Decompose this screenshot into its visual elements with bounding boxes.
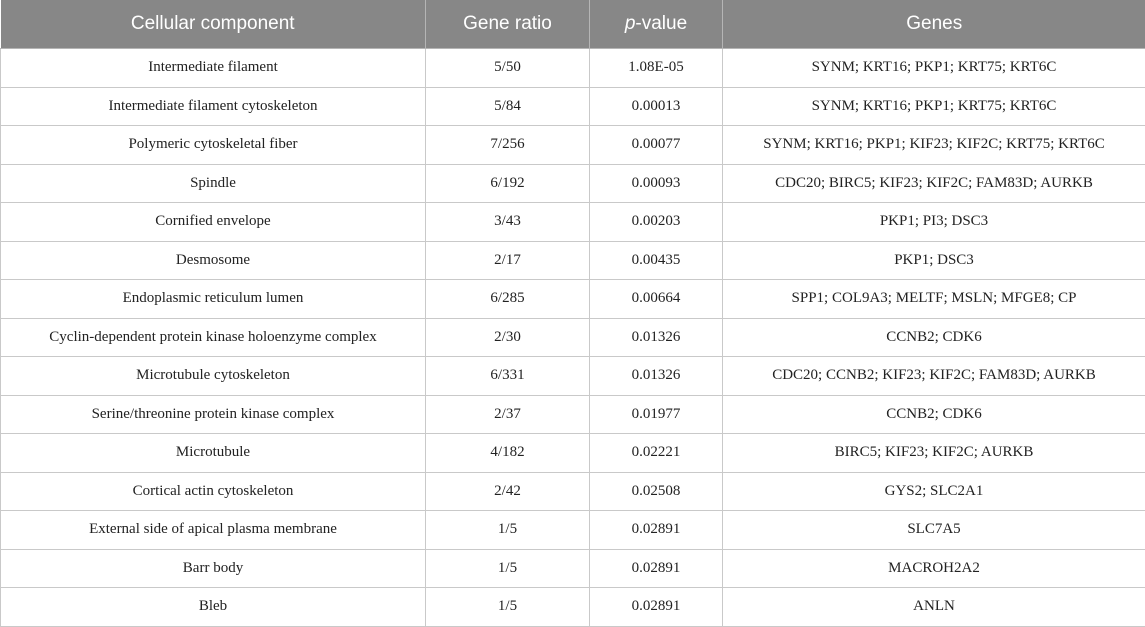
cell-genes: ANLN [723, 588, 1145, 627]
table-row [1, 87, 1145, 126]
cell-cellular-component: Desmosome [1, 241, 426, 280]
table-row [1, 472, 1145, 511]
cell-p-value: 0.00664 [590, 280, 723, 319]
cell-p-value: 1.08E-05 [590, 49, 723, 88]
cell-gene-ratio: 2/30 [426, 318, 590, 357]
cell-genes: CDC20; BIRC5; KIF23; KIF2C; FAM83D; AURKB [723, 164, 1145, 203]
table-row [1, 395, 1145, 434]
cell-gene-ratio: 2/17 [426, 241, 590, 280]
cell-cellular-component: Microtubule [1, 434, 426, 473]
cell-p-value: 0.00203 [590, 203, 723, 242]
cell-gene-ratio: 1/5 [426, 588, 590, 627]
cell-gene-ratio: 4/182 [426, 434, 590, 473]
cell-p-value: 0.02891 [590, 588, 723, 627]
table-row [1, 318, 1145, 357]
cell-cellular-component: Spindle [1, 164, 426, 203]
cell-cellular-component: Microtubule cytoskeleton [1, 357, 426, 396]
header-genes: Genes [723, 0, 1145, 49]
cell-gene-ratio: 2/37 [426, 395, 590, 434]
cell-p-value: 0.00013 [590, 87, 723, 126]
header-row [1, 0, 1145, 49]
header-p-suffix: -value [635, 13, 687, 34]
table-row [1, 241, 1145, 280]
cell-p-value: 0.02221 [590, 434, 723, 473]
cell-gene-ratio: 1/5 [426, 549, 590, 588]
cell-gene-ratio: 2/42 [426, 472, 590, 511]
header-p-value [590, 0, 723, 49]
cell-gene-ratio: 6/192 [426, 164, 590, 203]
cell-cellular-component: Polymeric cytoskeletal fiber [1, 126, 426, 165]
cell-gene-ratio: 1/5 [426, 511, 590, 550]
table-body [1, 49, 1145, 627]
table-header [1, 0, 1145, 49]
header-p-italic: p [625, 13, 636, 34]
cell-genes: PKP1; DSC3 [723, 241, 1145, 280]
cell-p-value: 0.02891 [590, 511, 723, 550]
cell-gene-ratio: 6/331 [426, 357, 590, 396]
table-row [1, 164, 1145, 203]
table-row [1, 280, 1145, 319]
cell-p-value: 0.00077 [590, 126, 723, 165]
cell-p-value: 0.00435 [590, 241, 723, 280]
cell-p-value: 0.02508 [590, 472, 723, 511]
cell-p-value: 0.01326 [590, 357, 723, 396]
table-row [1, 49, 1145, 88]
cell-cellular-component: Barr body [1, 549, 426, 588]
cell-p-value: 0.02891 [590, 549, 723, 588]
cell-gene-ratio: 5/50 [426, 49, 590, 88]
cell-cellular-component: Cyclin-dependent protein kinase holoenzyme complex [1, 318, 426, 357]
cell-p-value: 0.01326 [590, 318, 723, 357]
cell-p-value: 0.00093 [590, 164, 723, 203]
cell-genes: SYNM; KRT16; PKP1; KRT75; KRT6C [723, 87, 1145, 126]
table-row [1, 203, 1145, 242]
cell-genes: SYNM; KRT16; PKP1; KRT75; KRT6C [723, 49, 1145, 88]
cell-genes: CDC20; CCNB2; KIF23; KIF2C; FAM83D; AURKB [723, 357, 1145, 396]
cell-cellular-component: Cortical actin cytoskeleton [1, 472, 426, 511]
table-row [1, 588, 1145, 627]
table-row [1, 357, 1145, 396]
cell-cellular-component: Serine/threonine protein kinase complex [1, 395, 426, 434]
cell-genes: SPP1; COL9A3; MELTF; MSLN; MFGE8; CP [723, 280, 1145, 319]
cell-cellular-component: Bleb [1, 588, 426, 627]
cell-genes: SLC7A5 [723, 511, 1145, 550]
cell-p-value: 0.01977 [590, 395, 723, 434]
cell-cellular-component: Intermediate filament [1, 49, 426, 88]
cell-genes: BIRC5; KIF23; KIF2C; AURKB [723, 434, 1145, 473]
header-gene-ratio: Gene ratio [426, 0, 590, 49]
cell-gene-ratio: 3/43 [426, 203, 590, 242]
cell-genes: CCNB2; CDK6 [723, 395, 1145, 434]
table-row [1, 549, 1145, 588]
cell-gene-ratio: 7/256 [426, 126, 590, 165]
cell-cellular-component: Endoplasmic reticulum lumen [1, 280, 426, 319]
table-row [1, 126, 1145, 165]
cell-genes: MACROH2A2 [723, 549, 1145, 588]
cell-genes: GYS2; SLC2A1 [723, 472, 1145, 511]
cell-gene-ratio: 6/285 [426, 280, 590, 319]
cell-genes: CCNB2; CDK6 [723, 318, 1145, 357]
header-cellular-component: Cellular component [1, 0, 426, 49]
cell-cellular-component: Cornified envelope [1, 203, 426, 242]
cell-genes: SYNM; KRT16; PKP1; KIF23; KIF2C; KRT75; KRT6C [723, 126, 1145, 165]
table-row [1, 434, 1145, 473]
cell-gene-ratio: 5/84 [426, 87, 590, 126]
cell-cellular-component: Intermediate filament cytoskeleton [1, 87, 426, 126]
cell-cellular-component: External side of apical plasma membrane [1, 511, 426, 550]
table-row [1, 511, 1145, 550]
cell-genes: PKP1; PI3; DSC3 [723, 203, 1145, 242]
